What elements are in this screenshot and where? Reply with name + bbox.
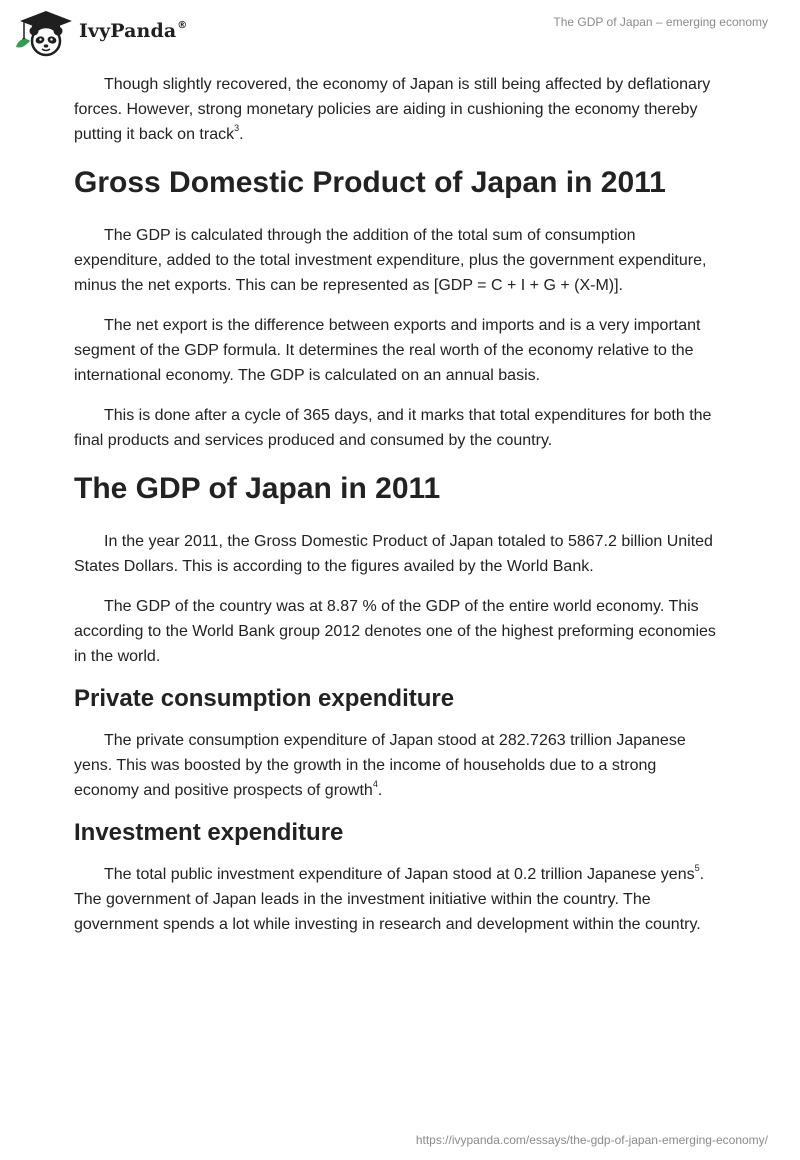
heading-private-consumption: Private consumption expenditure xyxy=(74,685,455,712)
panda-graduate-icon xyxy=(14,7,72,57)
ivypanda-logo[interactable] xyxy=(14,7,187,57)
footnote-ref[interactable]: 3 xyxy=(234,122,240,133)
paragraph-net-export: The net export is the difference between exports and imports and is a very important segment of the GDP formula. It determines the real worth of the economy relative to the international economy. The GDP is calculated on an annual basis. xyxy=(74,317,701,384)
paragraph-private-consumption: The private consumption expenditure of Japan stood at 282.7263 trillion Japanese yens. This was boosted by the growth in the income of households due to a strong economy and positive prospects of growth$^4$. xyxy=(74,732,686,799)
source-url[interactable]: https://ivypanda.com/essays/the-gdp-of-japan-emerging-economy/ xyxy=(415,1133,768,1147)
paragraph-gdp-total: In the year 2011, the Gross Domestic Product of Japan totaled to 5867.2 billion United States Dollars. This is according to the figures availed by the World Bank. xyxy=(74,533,713,575)
heading-investment: Investment expenditure xyxy=(74,819,344,846)
footnote-ref[interactable]: 5 xyxy=(694,862,700,873)
brand-name: IvyPanda® xyxy=(79,20,188,42)
paragraph-gdp-share: The GDP of the country was at 8.87 % of the GDP of the entire world economy. This according to the World Bank group 2012 denotes one of the highest preforming economies in the world. xyxy=(74,598,716,665)
heading-gdp-2011: Gross Domestic Product of Japan in 2011 xyxy=(74,166,666,199)
footnote-ref[interactable]: 4 xyxy=(372,778,378,789)
heading-the-gdp-2011: The GDP of Japan in 2011 xyxy=(74,472,441,505)
paragraph-investment: The total public investment expenditure of Japan stood at 0.2 trillion Japanese yens$^5$. The government of Japan leads in the investment initiative within the country. The government spends a lot while investing in research and development within the country. xyxy=(74,862,705,933)
paragraph-deflation: Though slightly recovered, the economy of Japan is still being affected by deflationary forces. However, strong monetary policies are aiding in cushioning the economy thereby putting it back on track$^3$. xyxy=(74,76,711,143)
document-title: The GDP of Japan – emerging economy xyxy=(553,15,768,29)
paragraph-gdp-formula: The GDP is calculated through the addition of the total sum of consumption expenditure, added to the total investment expenditure, plus the government expenditure, minus the net exports. This can be represented as [GDP = C + I + G + (X-M)]. xyxy=(74,227,707,294)
essay-content xyxy=(74,72,720,952)
paragraph-cycle: This is done after a cycle of 365 days, and it marks that total expenditures for both the final products and services produced and consumed by the country. xyxy=(74,407,712,449)
page-header xyxy=(0,0,800,66)
